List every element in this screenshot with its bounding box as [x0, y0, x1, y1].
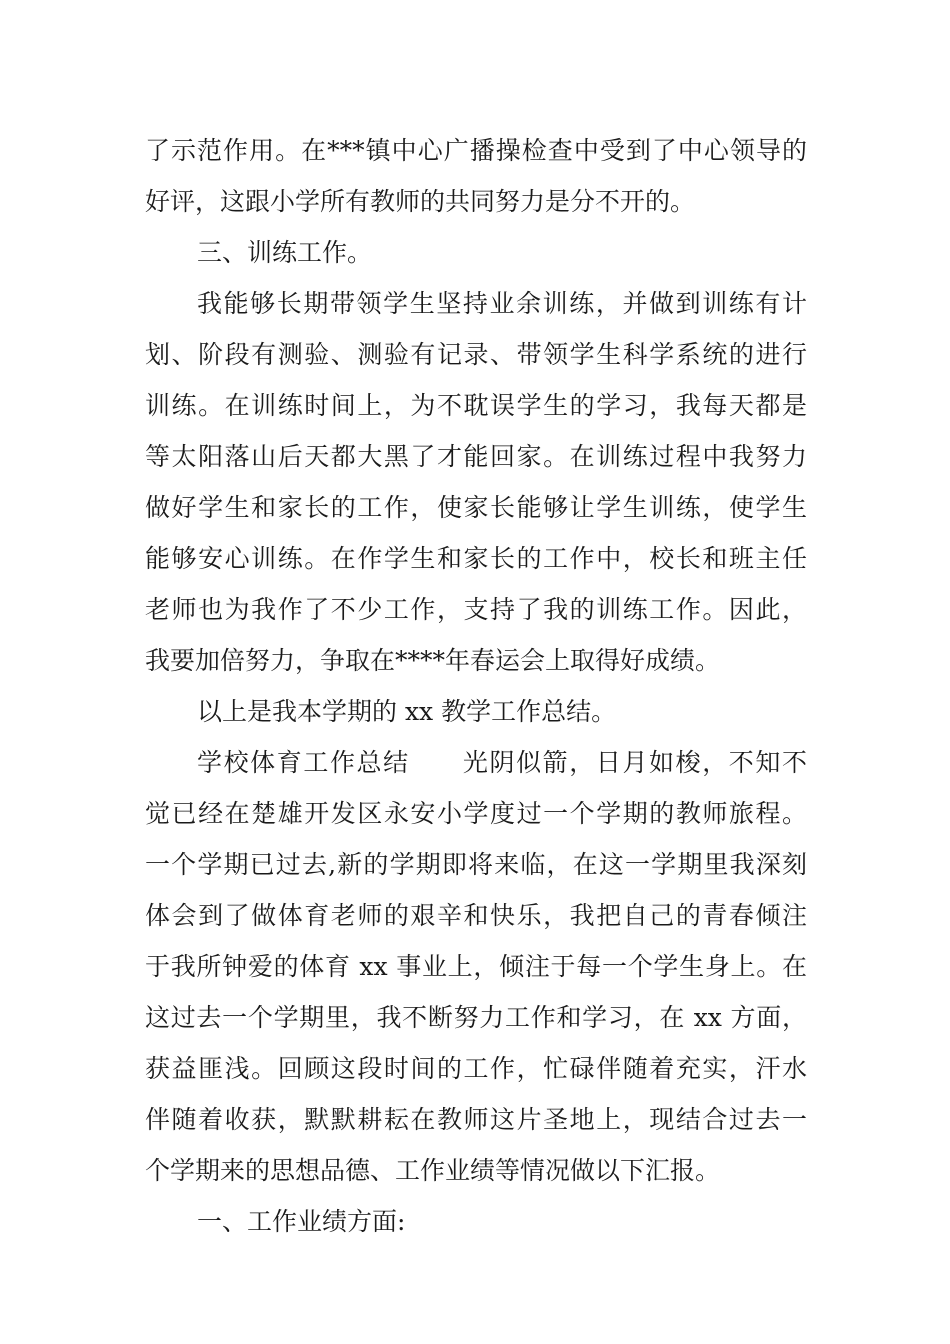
- text-line: 等太阳落山后天都大黑了才能回家。在训练过程中我努力: [145, 442, 807, 471]
- text-line: 我要加倍努力，争取在****年春运会上取得好成绩。: [145, 646, 721, 675]
- text-line: 做好学生和家长的工作，使家长能够让学生训练，使学生: [145, 493, 807, 522]
- text-line: 训练。在训练时间上，为不耽误学生的学习，我每天都是: [145, 391, 807, 420]
- text-line: 这过去一个学期里，我不断努力工作和学习，在 xx 方面，: [145, 1003, 807, 1032]
- text-line: 伴随着收获，默默耕耘在教师这片圣地上，现结合过去一: [145, 1105, 807, 1134]
- text-line: 老师也为我作了不少工作，支持了我的训练工作。因此，: [145, 595, 807, 624]
- text-line: 划、阶段有测验、测验有记录、带领学生科学系统的进行: [145, 340, 807, 369]
- text-line: 我能够长期带领学生坚持业余训练，并做到训练有计: [197, 289, 807, 318]
- text-line: 了示范作用。在***镇中心广播操检查中受到了中心领导的: [145, 136, 807, 165]
- text-line: 好评，这跟小学所有教师的共同努力是分不开的。: [145, 187, 696, 216]
- text-line: 个学期来的思想品德、工作业绩等情况做以下汇报。: [145, 1156, 721, 1185]
- text-line: 学校体育工作总结 光阴似箭，日月如梭，不知不: [197, 748, 807, 777]
- text-line: 体会到了做体育老师的艰辛和快乐，我把自己的青春倾注: [145, 901, 807, 930]
- section-heading: 一、工作业绩方面:: [197, 1207, 406, 1236]
- text-line: 获益匪浅。回顾这段时间的工作，忙碌伴随着充实，汗水: [145, 1054, 807, 1083]
- text-line: 以上是我本学期的 xx 教学工作总结。: [197, 697, 617, 726]
- text-line: 觉已经在楚雄开发区永安小学度过一个学期的教师旅程。: [145, 799, 807, 828]
- text-line: 于我所钟爱的体育 xx 事业上，倾注于每一个学生身上。在: [145, 952, 807, 981]
- section-heading: 三、训练工作。: [197, 238, 373, 267]
- text-line: 一个学期已过去,新的学期即将来临，在这一学期里我深刻: [145, 850, 807, 879]
- text-line: 能够安心训练。在作学生和家长的工作中，校长和班主任: [145, 544, 807, 573]
